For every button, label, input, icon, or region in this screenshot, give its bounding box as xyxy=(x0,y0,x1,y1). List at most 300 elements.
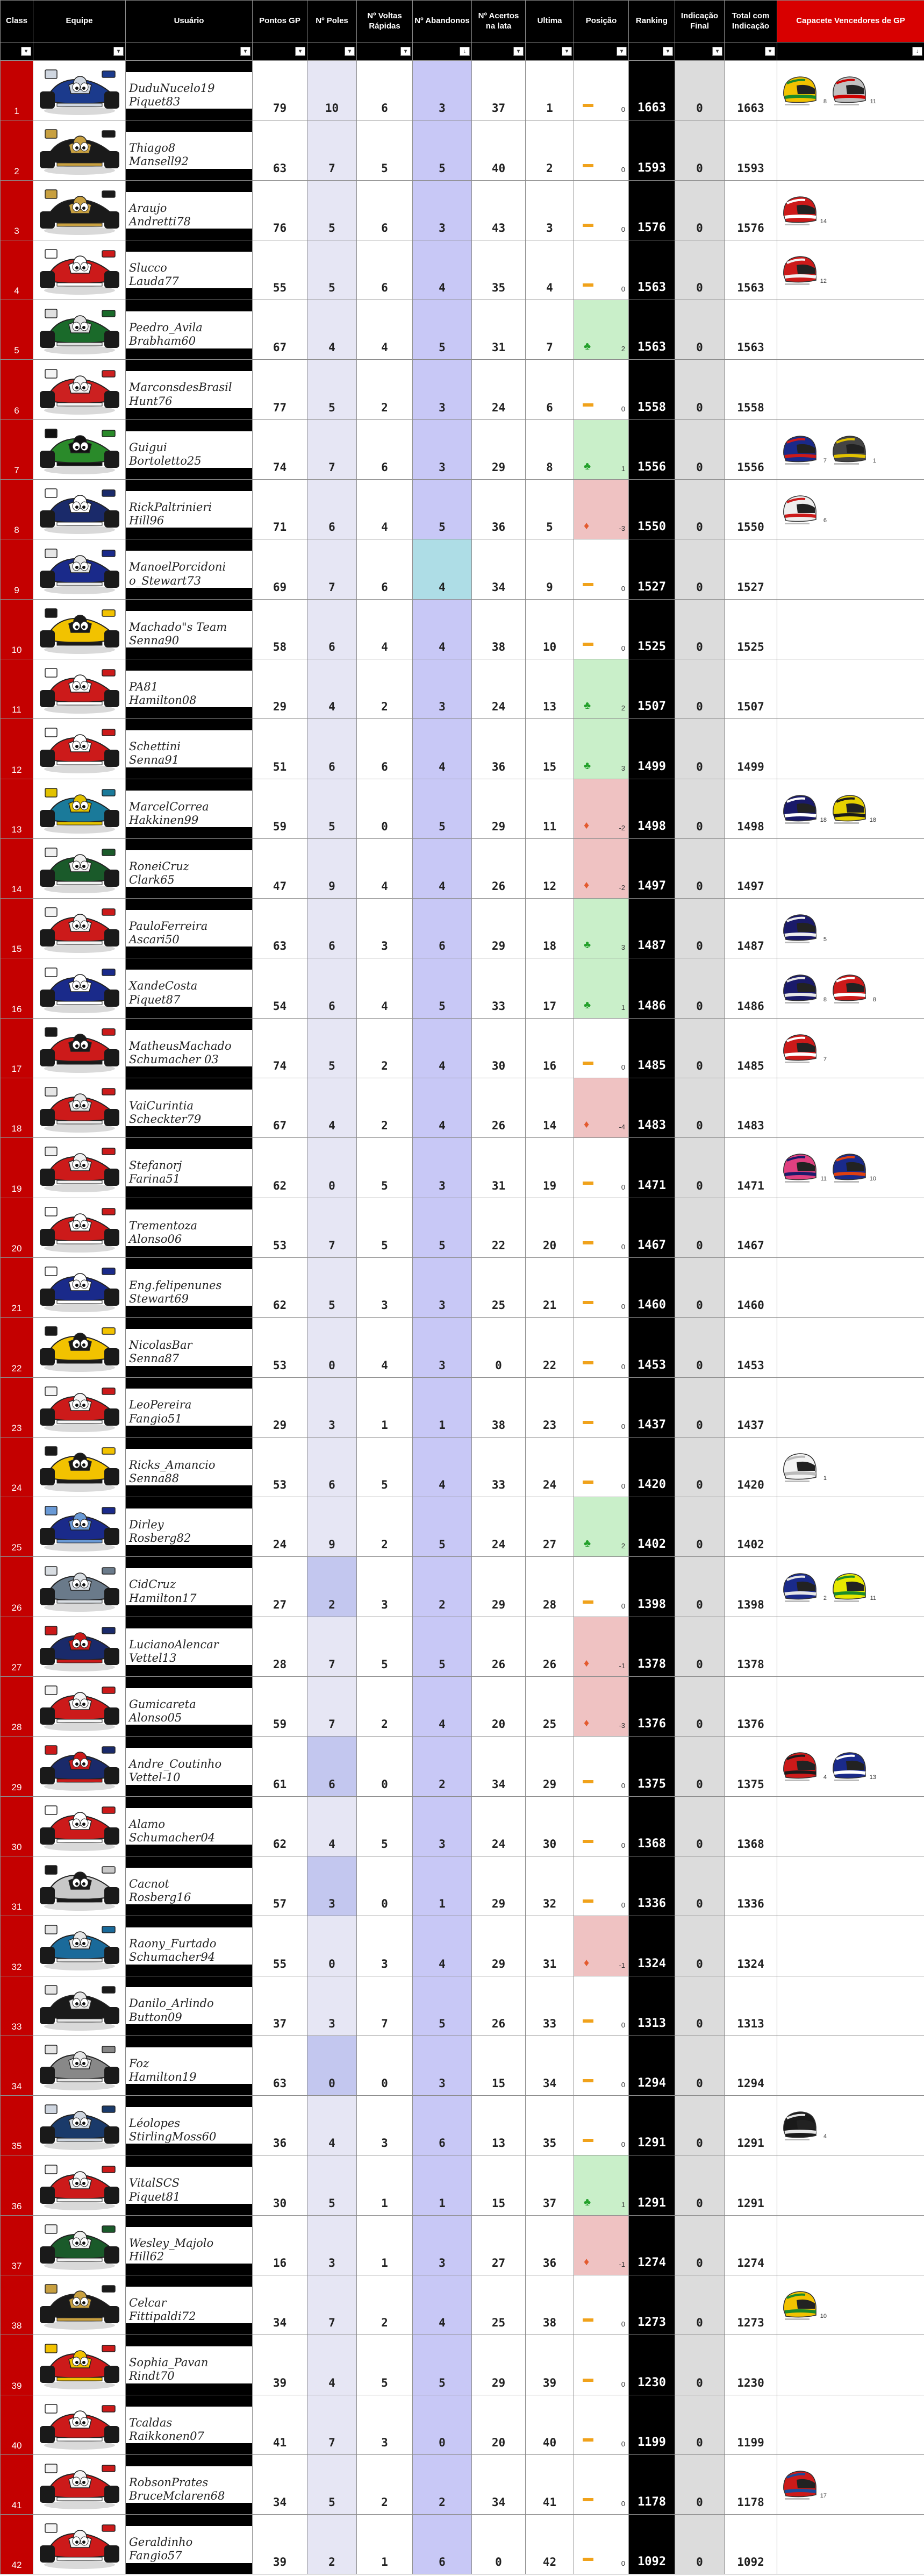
abandonments-cell: 2 xyxy=(413,1737,472,1796)
fast-laps-cell: 1 xyxy=(357,1377,413,1437)
class-cell: 28 xyxy=(1,1677,33,1737)
header-ranking: Ranking xyxy=(629,1,675,42)
user-cell xyxy=(126,1377,253,1437)
poles-cell: 7 xyxy=(307,2395,357,2454)
class-cell: 17 xyxy=(1,1018,33,1078)
last-cell: 31 xyxy=(526,1916,574,1976)
last-cell: 3 xyxy=(526,180,574,240)
team-car-image xyxy=(33,1437,126,1497)
position-change-cell xyxy=(574,1138,629,1198)
class-cell: 9 xyxy=(1,539,33,599)
sort-filter-icon[interactable]: ↓ xyxy=(460,47,470,56)
user-name: Léolopes StirlingMoss60 xyxy=(126,2107,252,2144)
poles-cell: 6 xyxy=(307,958,357,1018)
class-cell: 42 xyxy=(1,2515,33,2574)
filter-dropdown-icon[interactable]: ▾ xyxy=(513,47,524,56)
last-cell: 4 xyxy=(526,240,574,300)
user-name: DuduNucelo19 Piquet83 xyxy=(126,72,252,109)
user-cell xyxy=(126,779,253,838)
final-indication-cell: 0 xyxy=(675,1976,725,2036)
position-change-cell xyxy=(574,599,629,659)
user-name: VitalSCS Piquet81 xyxy=(126,2167,252,2203)
abandonments-cell: 5 xyxy=(413,120,472,180)
header-hits: Nº Acertos na lata xyxy=(472,1,526,42)
hits-cell: 37 xyxy=(472,61,526,120)
total-indication-cell: 1471 xyxy=(725,1138,777,1198)
total-indication-cell: 1467 xyxy=(725,1198,777,1257)
user-name: Ricks_Amancio Senna88 xyxy=(126,1449,252,1485)
position-delta: 2 xyxy=(621,345,625,353)
gp-points-cell: 37 xyxy=(253,1976,307,2036)
team-car-image xyxy=(33,838,126,898)
user-name: Machado"s Team Senna90 xyxy=(126,611,252,647)
position-change-cell xyxy=(574,61,629,120)
helmet-win-count: 12 xyxy=(820,278,827,285)
user-name: ManoelPorcidoni o_Stewart73 xyxy=(126,551,252,587)
user-name: VaiCurintia Scheckter79 xyxy=(126,1090,252,1126)
total-indication-cell: 1375 xyxy=(725,1737,777,1796)
last-cell: 19 xyxy=(526,1138,574,1198)
team-car-image xyxy=(33,1018,126,1078)
user-cell xyxy=(126,719,253,779)
table-row xyxy=(1,899,924,958)
fast-laps-cell: 4 xyxy=(357,599,413,659)
trend-arrow-icon: ▬ xyxy=(583,2013,593,2025)
hits-cell: 22 xyxy=(472,1198,526,1257)
trend-arrow-icon: ▬ xyxy=(583,217,593,230)
fast-laps-cell: 5 xyxy=(357,1796,413,1856)
fast-laps-cell: 6 xyxy=(357,61,413,120)
class-cell: 30 xyxy=(1,1796,33,1856)
helmet-win-count: 6 xyxy=(823,517,827,524)
helmets-cell xyxy=(777,1856,924,1916)
fast-laps-cell: 1 xyxy=(357,2155,413,2215)
ranking-cell: 1550 xyxy=(629,480,675,539)
trend-arrow-icon: ▬ xyxy=(583,1175,593,1187)
last-cell: 40 xyxy=(526,2395,574,2454)
table-row xyxy=(1,2395,924,2454)
helmets-cell xyxy=(777,1976,924,2036)
filter-dropdown-icon[interactable]: ▾ xyxy=(617,47,627,56)
abandonments-cell: 3 xyxy=(413,360,472,419)
position-change-cell xyxy=(574,1078,629,1138)
abandonments-cell: 4 xyxy=(413,240,472,300)
fast-laps-cell: 5 xyxy=(357,1138,413,1198)
filter-dropdown-icon[interactable]: ▾ xyxy=(113,47,124,56)
gp-points-cell: 55 xyxy=(253,1916,307,1976)
position-delta: 0 xyxy=(621,2439,625,2448)
ranking-cell: 1294 xyxy=(629,2036,675,2095)
filter-dropdown-icon[interactable]: ▾ xyxy=(562,47,572,56)
ranking-cell: 1556 xyxy=(629,419,675,479)
position-delta: 1 xyxy=(621,2200,625,2209)
header-total-indication: Total com Indicação xyxy=(725,1,777,42)
final-indication-cell: 0 xyxy=(675,719,725,779)
header-final-indication: Indicação Final xyxy=(675,1,725,42)
sort-filter-icon[interactable]: ↓ xyxy=(912,47,922,56)
user-cell xyxy=(126,2395,253,2454)
helmets-cell xyxy=(777,1257,924,1317)
abandonments-cell: 3 xyxy=(413,2036,472,2095)
position-change-cell xyxy=(574,2454,629,2514)
final-indication-cell: 0 xyxy=(675,1916,725,1976)
last-cell: 32 xyxy=(526,1856,574,1916)
position-delta: -3 xyxy=(619,1721,625,1730)
filter-dropdown-icon[interactable]: ▾ xyxy=(400,47,411,56)
header-fast-laps: Nº Voltas Rápidas xyxy=(357,1,413,42)
helmets-cell xyxy=(777,2454,924,2514)
position-change-cell xyxy=(574,1976,629,2036)
position-change-cell xyxy=(574,1557,629,1617)
winner-helmet-icon xyxy=(830,1570,876,1604)
user-name: Araujo Andretti78 xyxy=(126,192,252,229)
total-indication-cell: 1499 xyxy=(725,719,777,779)
team-car-image xyxy=(33,1677,126,1737)
position-change-cell xyxy=(574,899,629,958)
final-indication-cell: 0 xyxy=(675,779,725,838)
gp-points-cell: 62 xyxy=(253,1257,307,1317)
position-change-cell xyxy=(574,300,629,360)
filter-dropdown-icon[interactable]: ▾ xyxy=(345,47,355,56)
last-cell: 22 xyxy=(526,1318,574,1377)
trend-arrow-icon: ▬ xyxy=(583,1355,593,1367)
helmet-win-count: 13 xyxy=(869,1774,876,1781)
poles-cell: 7 xyxy=(307,1617,357,1676)
trend-arrow-icon: ▬ xyxy=(583,2372,593,2385)
trend-arrow-icon: ▬ xyxy=(583,158,593,170)
gp-points-cell: 74 xyxy=(253,1018,307,1078)
position-change-cell xyxy=(574,1916,629,1976)
gp-points-cell: 63 xyxy=(253,120,307,180)
team-car-image xyxy=(33,1497,126,1557)
user-name: Sophia_Pavan Rindt70 xyxy=(126,2346,252,2383)
winner-helmet-icon xyxy=(830,1151,876,1184)
hits-cell: 26 xyxy=(472,1617,526,1676)
hits-cell: 29 xyxy=(472,899,526,958)
last-cell: 37 xyxy=(526,2155,574,2215)
abandonments-cell: 4 xyxy=(413,1078,472,1138)
team-car-image xyxy=(33,1257,126,1317)
final-indication-cell: 0 xyxy=(675,300,725,360)
abandonments-cell: 5 xyxy=(413,958,472,1018)
filter-dropdown-icon[interactable]: ▾ xyxy=(21,47,31,56)
user-cell xyxy=(126,480,253,539)
abandonments-cell: 0 xyxy=(413,2395,472,2454)
winner-helmet-icon xyxy=(780,1450,827,1484)
final-indication-cell: 0 xyxy=(675,2215,725,2275)
class-cell: 34 xyxy=(1,2036,33,2095)
filter-dropdown-icon[interactable]: ▾ xyxy=(295,47,305,56)
team-car-image xyxy=(33,2036,126,2095)
ranking-cell: 1375 xyxy=(629,1737,675,1796)
helmets-cell xyxy=(777,2275,924,2335)
last-cell: 39 xyxy=(526,2335,574,2395)
abandonments-cell: 4 xyxy=(413,539,472,599)
ranking-cell: 1486 xyxy=(629,958,675,1018)
total-indication-cell: 1563 xyxy=(725,240,777,300)
total-indication-cell: 1336 xyxy=(725,1856,777,1916)
user-name: PauloFerreira Ascari50 xyxy=(126,910,252,947)
user-cell xyxy=(126,2275,253,2335)
user-name: Geraldinho Fangio57 xyxy=(126,2526,252,2563)
trend-arrow-icon: ♦ xyxy=(584,819,590,831)
abandonments-cell: 6 xyxy=(413,899,472,958)
trend-arrow-icon: ♦ xyxy=(584,1956,590,1969)
final-indication-cell: 0 xyxy=(675,1796,725,1856)
table-row xyxy=(1,480,924,539)
user-name: MarcelCorrea Hakkinen99 xyxy=(126,791,252,827)
user-cell xyxy=(126,240,253,300)
position-delta: -4 xyxy=(619,1123,625,1132)
table-row xyxy=(1,599,924,659)
position-change-cell xyxy=(574,958,629,1018)
total-indication-cell: 1368 xyxy=(725,1796,777,1856)
last-cell: 20 xyxy=(526,1198,574,1257)
gp-points-cell: 74 xyxy=(253,419,307,479)
final-indication-cell: 0 xyxy=(675,1497,725,1557)
filter-dropdown-icon[interactable]: ▾ xyxy=(712,47,722,56)
final-indication-cell: 0 xyxy=(675,2515,725,2574)
poles-cell: 7 xyxy=(307,539,357,599)
trend-arrow-icon: ▬ xyxy=(583,1235,593,1247)
trend-arrow-icon: ▬ xyxy=(583,1594,593,1606)
last-cell: 2 xyxy=(526,120,574,180)
class-cell: 14 xyxy=(1,838,33,898)
abandonments-cell: 5 xyxy=(413,480,472,539)
user-name: Danilo_Arlindo Button09 xyxy=(126,1987,252,2024)
position-change-cell xyxy=(574,1617,629,1676)
standings-body xyxy=(1,61,924,2574)
gp-points-cell: 76 xyxy=(253,180,307,240)
position-delta: 0 xyxy=(621,404,625,413)
poles-cell: 7 xyxy=(307,419,357,479)
helmets-cell xyxy=(777,958,924,1018)
class-cell: 29 xyxy=(1,1737,33,1796)
position-delta: -1 xyxy=(619,1961,625,1969)
position-change-cell xyxy=(574,2096,629,2155)
team-car-image xyxy=(33,1138,126,1198)
filter-dropdown-icon[interactable]: ▾ xyxy=(663,47,673,56)
ranking-cell: 1368 xyxy=(629,1796,675,1856)
team-car-image xyxy=(33,719,126,779)
user-cell xyxy=(126,1617,253,1676)
helmets-cell xyxy=(777,1557,924,1617)
trend-arrow-icon: ♣ xyxy=(584,759,591,772)
trend-arrow-icon: ♦ xyxy=(584,879,590,892)
fast-laps-cell: 1 xyxy=(357,2215,413,2275)
trend-arrow-icon: ▬ xyxy=(583,1894,593,1906)
position-change-cell xyxy=(574,659,629,718)
poles-cell: 9 xyxy=(307,838,357,898)
hits-cell: 40 xyxy=(472,120,526,180)
hits-cell: 13 xyxy=(472,2096,526,2155)
position-change-cell xyxy=(574,779,629,838)
gp-points-cell: 59 xyxy=(253,1677,307,1737)
last-cell: 27 xyxy=(526,1497,574,1557)
table-row xyxy=(1,958,924,1018)
class-cell: 13 xyxy=(1,779,33,838)
abandonments-cell: 5 xyxy=(413,2335,472,2395)
helmets-cell xyxy=(777,1497,924,1557)
final-indication-cell: 0 xyxy=(675,599,725,659)
poles-cell: 0 xyxy=(307,1138,357,1198)
table-row xyxy=(1,1617,924,1676)
hits-cell: 36 xyxy=(472,480,526,539)
total-indication-cell: 1487 xyxy=(725,899,777,958)
helmets-cell xyxy=(777,300,924,360)
table-row xyxy=(1,2215,924,2275)
user-cell xyxy=(126,1557,253,1617)
position-change-cell xyxy=(574,1677,629,1737)
final-indication-cell: 0 xyxy=(675,1018,725,1078)
helmets-cell xyxy=(777,1916,924,1976)
abandonments-cell: 2 xyxy=(413,1557,472,1617)
ranking-cell: 1313 xyxy=(629,1976,675,2036)
position-delta: 0 xyxy=(621,1303,625,1311)
position-change-cell xyxy=(574,1497,629,1557)
final-indication-cell: 0 xyxy=(675,240,725,300)
last-cell: 29 xyxy=(526,1737,574,1796)
trend-arrow-icon: ▬ xyxy=(583,1774,593,1786)
hits-cell: 0 xyxy=(472,1318,526,1377)
trend-arrow-icon: ♦ xyxy=(584,520,590,532)
team-car-image xyxy=(33,1737,126,1796)
ranking-cell: 1499 xyxy=(629,719,675,779)
helmets-cell xyxy=(777,61,924,120)
fast-laps-cell: 5 xyxy=(357,1617,413,1676)
fast-laps-cell: 5 xyxy=(357,2335,413,2395)
gp-points-cell: 53 xyxy=(253,1318,307,1377)
filter-dropdown-icon[interactable]: ▾ xyxy=(765,47,775,56)
header-row xyxy=(1,1,924,42)
ranking-cell: 1402 xyxy=(629,1497,675,1557)
abandonments-cell: 1 xyxy=(413,2155,472,2215)
position-change-cell xyxy=(574,2395,629,2454)
gp-points-cell: 39 xyxy=(253,2515,307,2574)
fast-laps-cell: 0 xyxy=(357,1856,413,1916)
filter-dropdown-icon[interactable]: ▾ xyxy=(240,47,250,56)
user-cell xyxy=(126,1677,253,1737)
poles-cell: 4 xyxy=(307,659,357,718)
helmet-win-count: 8 xyxy=(872,996,876,1003)
table-row xyxy=(1,1377,924,1437)
class-cell: 10 xyxy=(1,599,33,659)
trend-arrow-icon: ▬ xyxy=(583,577,593,589)
class-cell: 23 xyxy=(1,1377,33,1437)
helmet-win-count: 18 xyxy=(820,816,827,823)
hits-cell: 29 xyxy=(472,779,526,838)
helmets-cell xyxy=(777,419,924,479)
position-delta: 3 xyxy=(621,764,625,772)
fast-laps-cell: 2 xyxy=(357,2275,413,2335)
table-row xyxy=(1,2454,924,2514)
team-car-image xyxy=(33,899,126,958)
ranking-cell: 1324 xyxy=(629,1916,675,1976)
user-cell xyxy=(126,1257,253,1317)
user-name: LeoPereira Fangio51 xyxy=(126,1389,252,1425)
class-cell: 36 xyxy=(1,2155,33,2215)
gp-points-cell: 55 xyxy=(253,240,307,300)
hits-cell: 29 xyxy=(472,1916,526,1976)
table-row xyxy=(1,1138,924,1198)
position-delta: -2 xyxy=(619,823,625,832)
position-change-cell xyxy=(574,1437,629,1497)
class-cell: 18 xyxy=(1,1078,33,1138)
final-indication-cell: 0 xyxy=(675,1078,725,1138)
class-cell: 6 xyxy=(1,360,33,419)
winner-helmet-icon xyxy=(830,1749,876,1783)
helmets-cell xyxy=(777,1198,924,1257)
last-cell: 23 xyxy=(526,1377,574,1437)
trend-arrow-icon: ▬ xyxy=(583,2552,593,2564)
abandonments-cell: 5 xyxy=(413,1198,472,1257)
total-indication-cell: 1593 xyxy=(725,120,777,180)
gp-points-cell: 62 xyxy=(253,1138,307,1198)
class-cell: 40 xyxy=(1,2395,33,2454)
position-delta: -1 xyxy=(619,1662,625,1670)
final-indication-cell: 0 xyxy=(675,1257,725,1317)
final-indication-cell: 0 xyxy=(675,180,725,240)
hits-cell: 25 xyxy=(472,1257,526,1317)
user-cell xyxy=(126,1976,253,2036)
ranking-cell: 1273 xyxy=(629,2275,675,2335)
hits-cell: 43 xyxy=(472,180,526,240)
position-delta: 0 xyxy=(621,165,625,174)
total-indication-cell: 1663 xyxy=(725,61,777,120)
position-delta: -2 xyxy=(619,884,625,892)
team-car-image xyxy=(33,1617,126,1676)
ranking-cell: 1527 xyxy=(629,539,675,599)
table-row xyxy=(1,300,924,360)
ranking-cell: 1487 xyxy=(629,899,675,958)
winner-helmet-icon xyxy=(780,2288,827,2322)
position-change-cell xyxy=(574,2215,629,2275)
helmets-cell xyxy=(777,360,924,419)
table-row xyxy=(1,2335,924,2395)
gp-points-cell: 63 xyxy=(253,899,307,958)
hits-cell: 15 xyxy=(472,2036,526,2095)
final-indication-cell: 0 xyxy=(675,659,725,718)
user-name: Celcar Fittipaldi72 xyxy=(126,2287,252,2323)
last-cell: 36 xyxy=(526,2215,574,2275)
abandonments-cell: 5 xyxy=(413,1617,472,1676)
table-row xyxy=(1,2036,924,2095)
header-team: Equipe xyxy=(33,1,126,42)
total-indication-cell: 1525 xyxy=(725,599,777,659)
gp-points-cell: 29 xyxy=(253,659,307,718)
filter-row xyxy=(1,42,924,61)
position-delta: 2 xyxy=(621,704,625,713)
position-delta: 0 xyxy=(621,105,625,114)
final-indication-cell: 0 xyxy=(675,838,725,898)
ranking-cell: 1460 xyxy=(629,1257,675,1317)
final-indication-cell: 0 xyxy=(675,1377,725,1437)
class-cell: 15 xyxy=(1,899,33,958)
fast-laps-cell: 2 xyxy=(357,1078,413,1138)
total-indication-cell: 1199 xyxy=(725,2395,777,2454)
helmets-cell xyxy=(777,2036,924,2095)
hits-cell: 33 xyxy=(472,1437,526,1497)
fast-laps-cell: 3 xyxy=(357,899,413,958)
trend-arrow-icon: ▬ xyxy=(583,277,593,290)
user-name: Slucco Lauda77 xyxy=(126,252,252,288)
ranking-cell: 1471 xyxy=(629,1138,675,1198)
user-name: Stefanorj Farina51 xyxy=(126,1149,252,1186)
user-name: MatheusMachado Schumacher 03 xyxy=(126,1030,252,1066)
total-indication-cell: 1178 xyxy=(725,2454,777,2514)
hits-cell: 0 xyxy=(472,2515,526,2574)
helmet-win-count: 1 xyxy=(872,457,876,464)
